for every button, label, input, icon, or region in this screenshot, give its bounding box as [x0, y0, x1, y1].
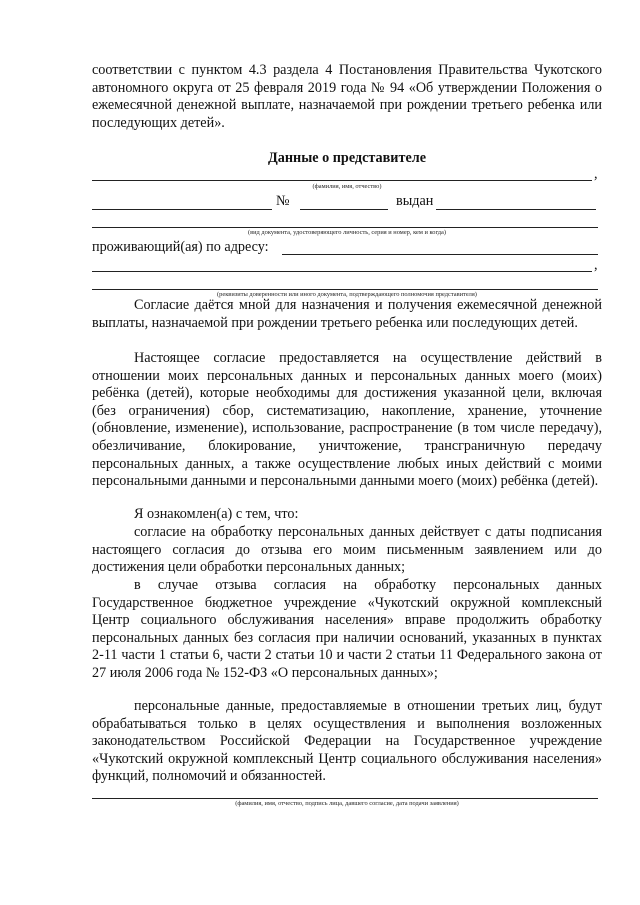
- fio-caption: (фамилия, имя, отчество): [312, 183, 382, 190]
- section-heading: Данные о представителе: [267, 150, 426, 166]
- scope-paragraph: Настоящее согласие предоставляется на осуществление действий в отношении моих персональных данных и персональных данных моего (моих) ребёнка (детей), которые необходимы для достижения указанной цели, включая (без ограничения) сбор, систематизацию, накопление, хранение, уточнение (обновление, изменение), использование, распространение (в том числе передачу), обезличивание, блокирование, уничтожение, трансграничную передачу персональных данных, а также осуществление любых иных действий с моими персональными данными и персональными данными моего (моих) ребёнка (детей).: [92, 350, 602, 490]
- residing-label: проживающий(ая) по адресу:: [92, 239, 269, 255]
- item-3-paragraph: персональные данные, предоставляемые в отношении третьих лиц, будут обрабатываться только в целях осуществления и выполнения возложенных законодательством Российской Федерации на Государственное учреждение «Чукотский окружной комплексный Центр социального обслуживания населения» функций, полномочий и обязанностей.: [92, 698, 602, 785]
- item-2-paragraph: в случае отзыва согласия на обработку персональных данных Государственное бюджетное учреждение «Чукотский окружной комплексный Центр социального обслуживания населения» вправе продолжить обработку персональных данных без согласия при наличии оснований, указанных в пунктах 2-11 части 1 статьи 6, части 2 статьи 10 и части 2 статьи 11 Федерального закона от 27 июля 2006 года № 152-ФЗ «О персональных данных»;: [92, 577, 602, 681]
- number-sign: №: [276, 193, 290, 209]
- fio-line[interactable]: [92, 180, 592, 181]
- power-of-attorney-line[interactable]: [92, 289, 598, 290]
- doc-number-line[interactable]: [300, 209, 388, 210]
- issued-by-line[interactable]: [436, 209, 596, 210]
- issued-label: выдан: [396, 193, 434, 209]
- doc-type-line[interactable]: [92, 209, 272, 210]
- item-1-paragraph: согласие на обработку персональных данных действует с даты подписания настоящего согласия до отзыва его моим письменным заявлением или до достижения цели обработки персональных данных;: [92, 524, 602, 576]
- power-caption: (реквизиты доверенности или иного документа, подтверждающего полномочия представителя): [217, 291, 477, 298]
- consent-paragraph: Согласие даётся мной для назначения и получения ежемесячной денежной выплаты, назначаемой при рождении третьего ребенка или последующих детей.: [92, 297, 602, 331]
- address-comma: ,: [594, 257, 598, 273]
- fio-comma: ,: [594, 166, 598, 182]
- intro-paragraph: соответствии с пунктом 4.3 раздела 4 Постановления Правительства Чукотского автономного округа от 25 февраля 2019 года № 94 «Об утверждении Положения о ежемесячной денежной выплате, назначаемой при рождении третьего ребенка или последующих детей».: [92, 62, 602, 131]
- doc-details-line[interactable]: [92, 227, 598, 228]
- signature-line[interactable]: [92, 798, 598, 799]
- acknowledged-paragraph: Я ознакомлен(а) с тем, что:: [134, 506, 299, 522]
- signature-caption: (фамилия, имя, отчество, подпись лица, давшего согласие, дата подачи заявления): [235, 800, 459, 807]
- address-line-1[interactable]: [282, 254, 598, 255]
- address-line-2[interactable]: [92, 271, 592, 272]
- doc-caption: (вид документа, удостоверяющего личность, серия и номер, кем и когда): [247, 229, 447, 236]
